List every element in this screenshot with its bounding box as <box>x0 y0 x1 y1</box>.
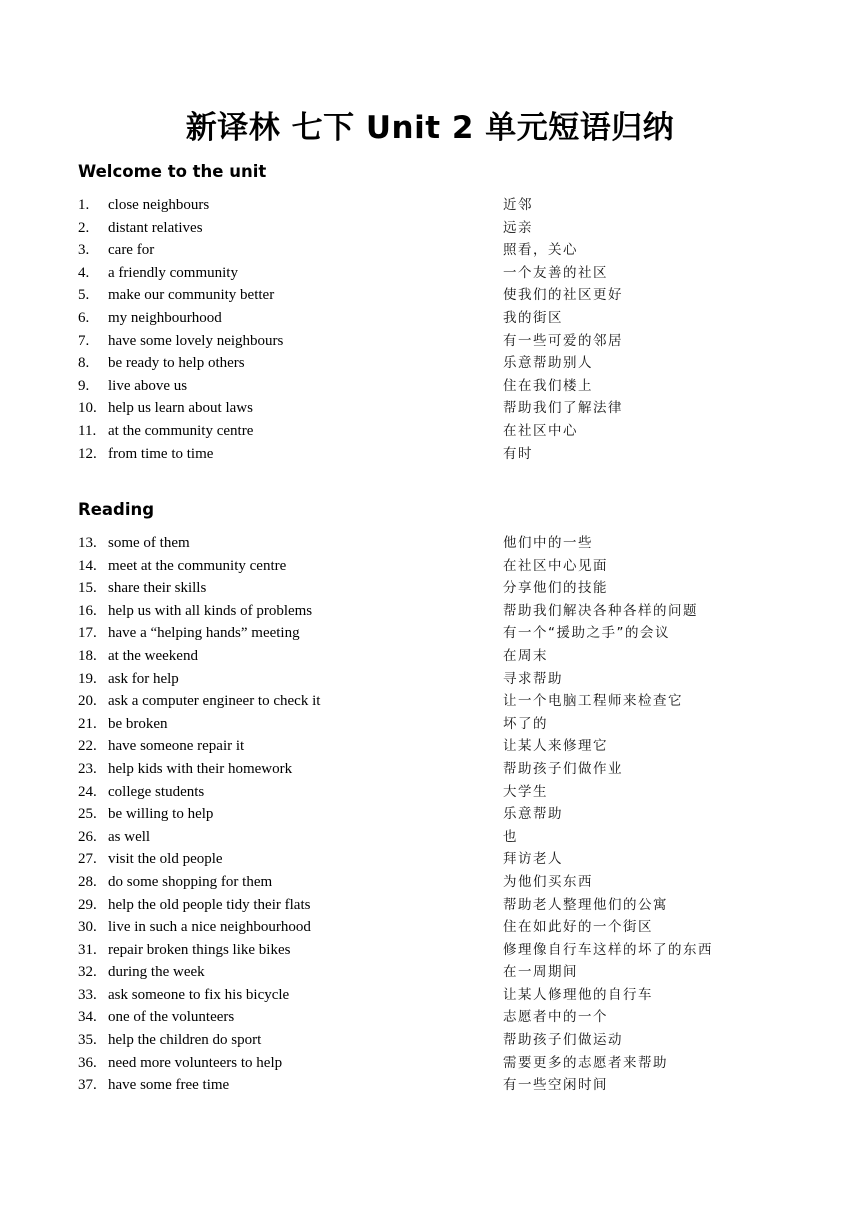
phrase-number: 36. <box>78 1054 97 1071</box>
phrase-chinese: 在社区中心见面 <box>503 557 608 574</box>
phrase-row <box>78 555 778 578</box>
phrase-number: 22. <box>78 738 97 755</box>
phrase-chinese: 需要更多的志愿者来帮助 <box>503 1054 668 1071</box>
phrase-number: 34. <box>78 1009 97 1026</box>
phrase-row <box>78 961 778 984</box>
phrase-english: live in such a nice neighbourhood <box>108 919 311 936</box>
phrase-chinese: 照看，关心 <box>503 242 578 259</box>
phrase-chinese: 远亲 <box>503 219 533 236</box>
phrase-english: from time to time <box>108 445 214 462</box>
phrase-english: be ready to help others <box>108 355 245 372</box>
phrase-number: 27. <box>78 851 97 868</box>
phrase-row <box>78 1074 778 1097</box>
phrase-chinese: 帮助孩子们做作业 <box>503 760 623 777</box>
phrase-row <box>78 397 778 420</box>
phrase-chinese: 住在我们楼上 <box>503 377 593 394</box>
phrase-row <box>78 690 778 713</box>
phrase-number: 11. <box>78 422 97 439</box>
phrase-chinese: 使我们的社区更好 <box>503 287 623 304</box>
phrase-english: help the children do sport <box>108 1032 262 1049</box>
phrase-number: 18. <box>78 647 97 664</box>
phrase-row <box>78 420 778 443</box>
phrase-number: 12. <box>78 445 97 462</box>
phrase-number: 30. <box>78 919 97 936</box>
phrase-chinese: 修理像自行车这样的坏了的东西 <box>503 941 713 958</box>
phrase-chinese: 帮助我们了解法律 <box>503 400 623 417</box>
phrase-english: help the old people tidy their flats <box>108 896 311 913</box>
phrase-number: 31. <box>78 941 97 958</box>
phrase-row <box>78 826 778 849</box>
phrase-row <box>78 1029 778 1052</box>
page-title: 新译林 七下 Unit 2 单元短语归纳 <box>185 110 675 146</box>
phrase-english: ask for help <box>108 670 179 687</box>
phrase-chinese: 在一周期间 <box>503 964 578 981</box>
phrase-number: 15. <box>78 580 97 597</box>
phrase-english: my neighbourhood <box>108 309 222 326</box>
phrase-row <box>78 577 778 600</box>
phrase-english: help us learn about laws <box>108 400 253 417</box>
phrase-row <box>78 600 778 623</box>
phrase-number: 33. <box>78 986 97 1003</box>
phrase-chinese: 拜访老人 <box>503 851 563 868</box>
phrase-list-reading <box>78 532 778 1097</box>
phrase-chinese: 他们中的一些 <box>503 535 593 551</box>
phrase-chinese: 志愿者中的一个 <box>503 1009 608 1026</box>
phrase-number: 13. <box>78 535 97 551</box>
phrase-row <box>78 758 778 781</box>
phrase-number: 5. <box>78 287 90 304</box>
phrase-chinese: 为他们买东西 <box>503 873 593 890</box>
phrase-number: 26. <box>78 828 97 845</box>
phrase-chinese: 在社区中心 <box>503 422 578 439</box>
phrase-number: 24. <box>78 783 97 800</box>
phrase-row <box>78 375 778 398</box>
phrase-chinese: 坏了的 <box>503 715 548 732</box>
phrase-chinese: 也 <box>503 828 518 845</box>
phrase-row <box>78 1052 778 1075</box>
phrase-number: 21. <box>78 715 97 732</box>
phrase-row <box>78 735 778 758</box>
phrase-number: 9. <box>78 377 90 394</box>
phrase-number: 29. <box>78 896 97 913</box>
phrase-english: distant relatives <box>108 219 203 236</box>
phrase-chinese: 大学生 <box>503 783 548 800</box>
phrase-row <box>78 1006 778 1029</box>
phrase-row <box>78 939 778 962</box>
phrase-english: a friendly community <box>108 264 238 281</box>
phrase-number: 28. <box>78 873 97 890</box>
section-heading-reading: Reading <box>78 500 155 519</box>
phrase-english: need more volunteers to help <box>108 1054 283 1071</box>
phrase-chinese: 有时 <box>503 445 533 462</box>
phrase-english: have a “helping hands” meeting <box>108 625 300 642</box>
phrase-english: be broken <box>108 715 168 732</box>
phrase-english: ask a computer engineer to check it <box>108 693 321 710</box>
phrase-number: 20. <box>78 693 97 710</box>
phrase-chinese: 让某人来修理它 <box>503 738 608 755</box>
phrase-number: 32. <box>78 964 97 981</box>
phrase-number: 14. <box>78 557 97 574</box>
phrase-row <box>78 871 778 894</box>
phrase-number: 25. <box>78 806 97 823</box>
phrase-english: close neighbours <box>108 197 210 213</box>
section-heading-welcome: Welcome to the unit <box>78 162 267 181</box>
phrase-row <box>78 803 778 826</box>
phrase-english: ask someone to fix his bicycle <box>108 986 290 1003</box>
phrase-english: help kids with their homework <box>108 760 293 777</box>
phrase-english: some of them <box>108 535 190 551</box>
phrase-number: 35. <box>78 1032 97 1049</box>
phrase-chinese: 让一个电脑工程师来检查它 <box>503 693 683 710</box>
phrase-english: be willing to help <box>108 806 214 823</box>
phrase-row <box>78 307 778 330</box>
phrase-row <box>78 443 778 466</box>
phrase-number: 17. <box>78 625 97 642</box>
phrase-english: do some shopping for them <box>108 873 273 890</box>
phrase-english: share their skills <box>108 580 207 597</box>
phrase-english: repair broken things like bikes <box>108 941 291 958</box>
phrase-number: 2. <box>78 219 90 236</box>
phrase-english: have some lovely neighbours <box>108 332 284 349</box>
phrase-row <box>78 194 778 217</box>
phrase-chinese: 帮助我们解决各种各样的问题 <box>503 602 698 619</box>
phrase-row <box>78 894 778 917</box>
phrase-english: as well <box>108 828 151 845</box>
phrase-number: 4. <box>78 264 90 281</box>
phrase-english: have someone repair it <box>108 738 245 755</box>
phrase-english: at the weekend <box>108 647 198 664</box>
phrase-number: 10. <box>78 400 97 417</box>
phrase-row <box>78 622 778 645</box>
phrase-english: during the week <box>108 964 205 981</box>
phrase-chinese: 帮助老人整理他们的公寓 <box>503 896 668 913</box>
phrase-chinese: 乐意帮助别人 <box>503 355 593 372</box>
phrase-english: help us with all kinds of problems <box>108 602 313 619</box>
phrase-chinese: 一个友善的社区 <box>503 264 608 281</box>
phrase-chinese: 我的街区 <box>503 309 563 326</box>
phrase-chinese: 有一些可爱的邻居 <box>503 332 623 349</box>
phrase-chinese: 近邻 <box>503 197 533 213</box>
phrase-row <box>78 532 778 555</box>
phrase-number: 19. <box>78 670 97 687</box>
phrase-row <box>78 984 778 1007</box>
phrase-row <box>78 217 778 240</box>
phrase-row <box>78 713 778 736</box>
phrase-chinese: 有一些空闲时间 <box>503 1077 608 1094</box>
phrase-chinese: 有一个“援助之手”的会议 <box>503 625 670 642</box>
phrase-number: 7. <box>78 332 90 349</box>
phrase-number: 8. <box>78 355 90 372</box>
phrase-english: college students <box>108 783 205 800</box>
phrase-row <box>78 352 778 375</box>
phrase-number: 6. <box>78 309 90 326</box>
phrase-row <box>78 916 778 939</box>
phrase-chinese: 乐意帮助 <box>503 806 563 823</box>
phrase-english: live above us <box>108 377 188 394</box>
phrase-number: 37. <box>78 1077 97 1094</box>
phrase-chinese: 让某人修理他的自行车 <box>503 986 653 1003</box>
phrase-english: visit the old people <box>108 851 223 868</box>
phrase-row <box>78 239 778 262</box>
phrase-row <box>78 284 778 307</box>
phrase-chinese: 寻求帮助 <box>503 670 563 687</box>
phrase-number: 16. <box>78 602 97 619</box>
phrase-list-welcome <box>78 194 778 465</box>
phrase-row <box>78 262 778 285</box>
phrase-row <box>78 645 778 668</box>
phrase-english: care for <box>108 242 155 259</box>
phrase-english: one of the volunteers <box>108 1009 235 1026</box>
phrase-row <box>78 330 778 353</box>
phrase-english: at the community centre <box>108 422 254 439</box>
phrase-number: 1. <box>78 197 90 213</box>
phrase-row <box>78 781 778 804</box>
phrase-chinese: 住在如此好的一个街区 <box>503 919 653 936</box>
phrase-chinese: 帮助孩子们做运动 <box>503 1032 623 1049</box>
phrase-english: meet at the community centre <box>108 557 287 574</box>
phrase-english: make our community better <box>108 287 275 304</box>
phrase-row <box>78 668 778 691</box>
phrase-number: 3. <box>78 242 90 259</box>
phrase-chinese: 分享他们的技能 <box>503 580 608 597</box>
phrase-chinese: 在周末 <box>503 647 548 664</box>
phrase-number: 23. <box>78 760 97 777</box>
phrase-english: have some free time <box>108 1077 230 1094</box>
phrase-row <box>78 848 778 871</box>
